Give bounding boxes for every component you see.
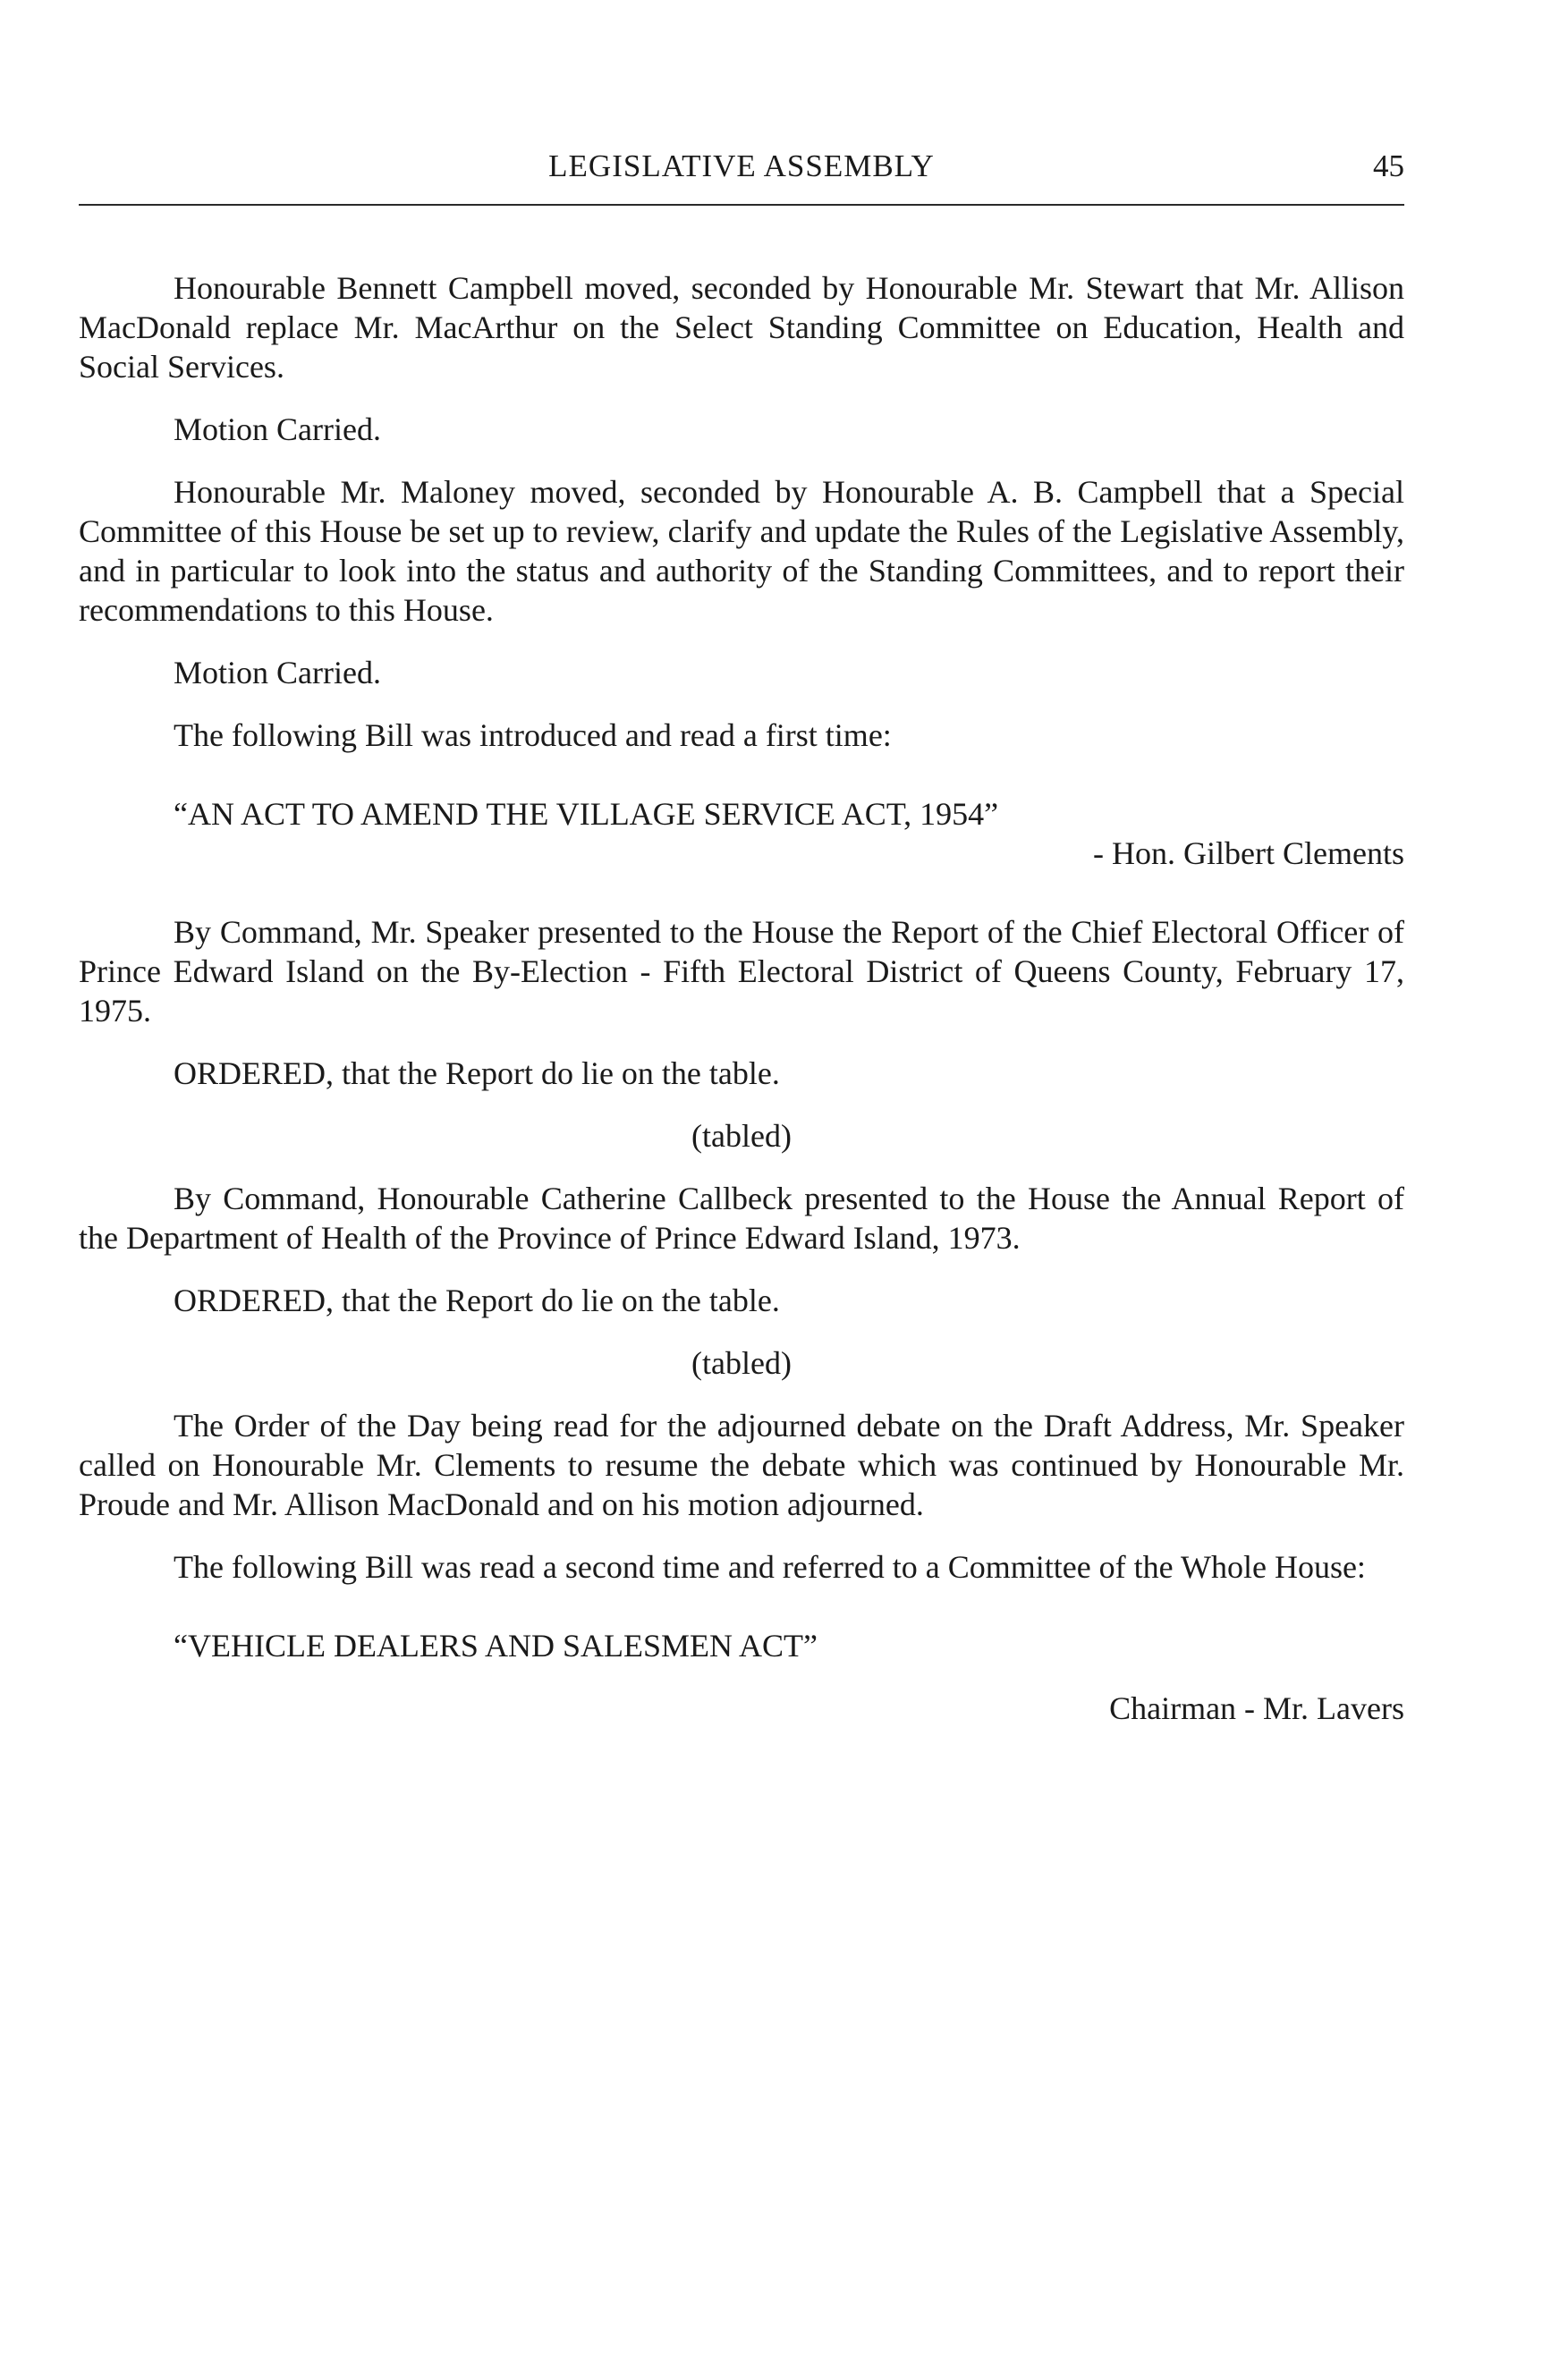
bill-sponsor: - Hon. Gilbert Clements [1093, 835, 1404, 871]
header-divider [79, 204, 1404, 206]
bill-title: “VEHICLE DEALERS AND SALESMEN ACT” [174, 1628, 818, 1664]
page-title: LEGISLATIVE ASSEMBLY [548, 148, 935, 183]
motion-result: Motion Carried. [174, 655, 381, 690]
page-number: 45 [1373, 148, 1404, 183]
motion-paragraph-special-committee: Honourable Mr. Maloney moved, seconded by Honourable A. B. Campbell that a Special Committee of this House be set up to review, clarify and update the Rules of the Legislative Assembly, and in particular to look into the status and authority of the Standing Committees, and to report their recommendations to this House. [79, 474, 1404, 628]
motion-result: Motion Carried. [174, 411, 381, 447]
motion-paragraph-committee-replacement: Honourable Bennett Campbell moved, seconded by Honourable Mr. Stewart that Mr. Allison MacDonald replace Mr. MacArthur on the Select Standing Committee on Education, Health and Social Services. [79, 270, 1404, 385]
ordered-statement: ORDERED, that the Report do lie on the table. [174, 1283, 780, 1318]
report-paragraph-health: By Command, Honourable Catherine Callbeck presented to the House the Annual Report of the Department of Health of the Province of Prince Edward Island, 1973. [79, 1181, 1404, 1256]
second-reading-paragraph: The following Bill was read a second time and referred to a Committee of the Whole House: [174, 1549, 1366, 1585]
tabled-note: (tabled) [691, 1345, 792, 1381]
ordered-statement: ORDERED, that the Report do lie on the table. [174, 1055, 780, 1091]
bill-introduction-paragraph: The following Bill was introduced and read a first time: [174, 717, 892, 753]
page-header [79, 143, 1404, 197]
tabled-note: (tabled) [691, 1118, 792, 1154]
bill-title: “AN ACT TO AMEND THE VILLAGE SERVICE ACT, 1954” [174, 796, 999, 832]
page-body [79, 268, 1404, 1728]
report-paragraph-electoral: By Command, Mr. Speaker presented to the House the Report of the Chief Electoral Officer of Prince Edward Island on the By-Election - Fifth Electoral District of Queens County, February 17, 1975. [79, 914, 1404, 1029]
order-of-day-paragraph: The Order of the Day being read for the adjourned debate on the Draft Address, Mr. Speaker called on Honourable Mr. Clements to resume the debate which was continued by Honourable Mr. Proude and Mr. Allison MacDonald and on his motion adjourned. [79, 1408, 1404, 1522]
committee-chairman: Chairman - Mr. Lavers [1109, 1690, 1404, 1726]
